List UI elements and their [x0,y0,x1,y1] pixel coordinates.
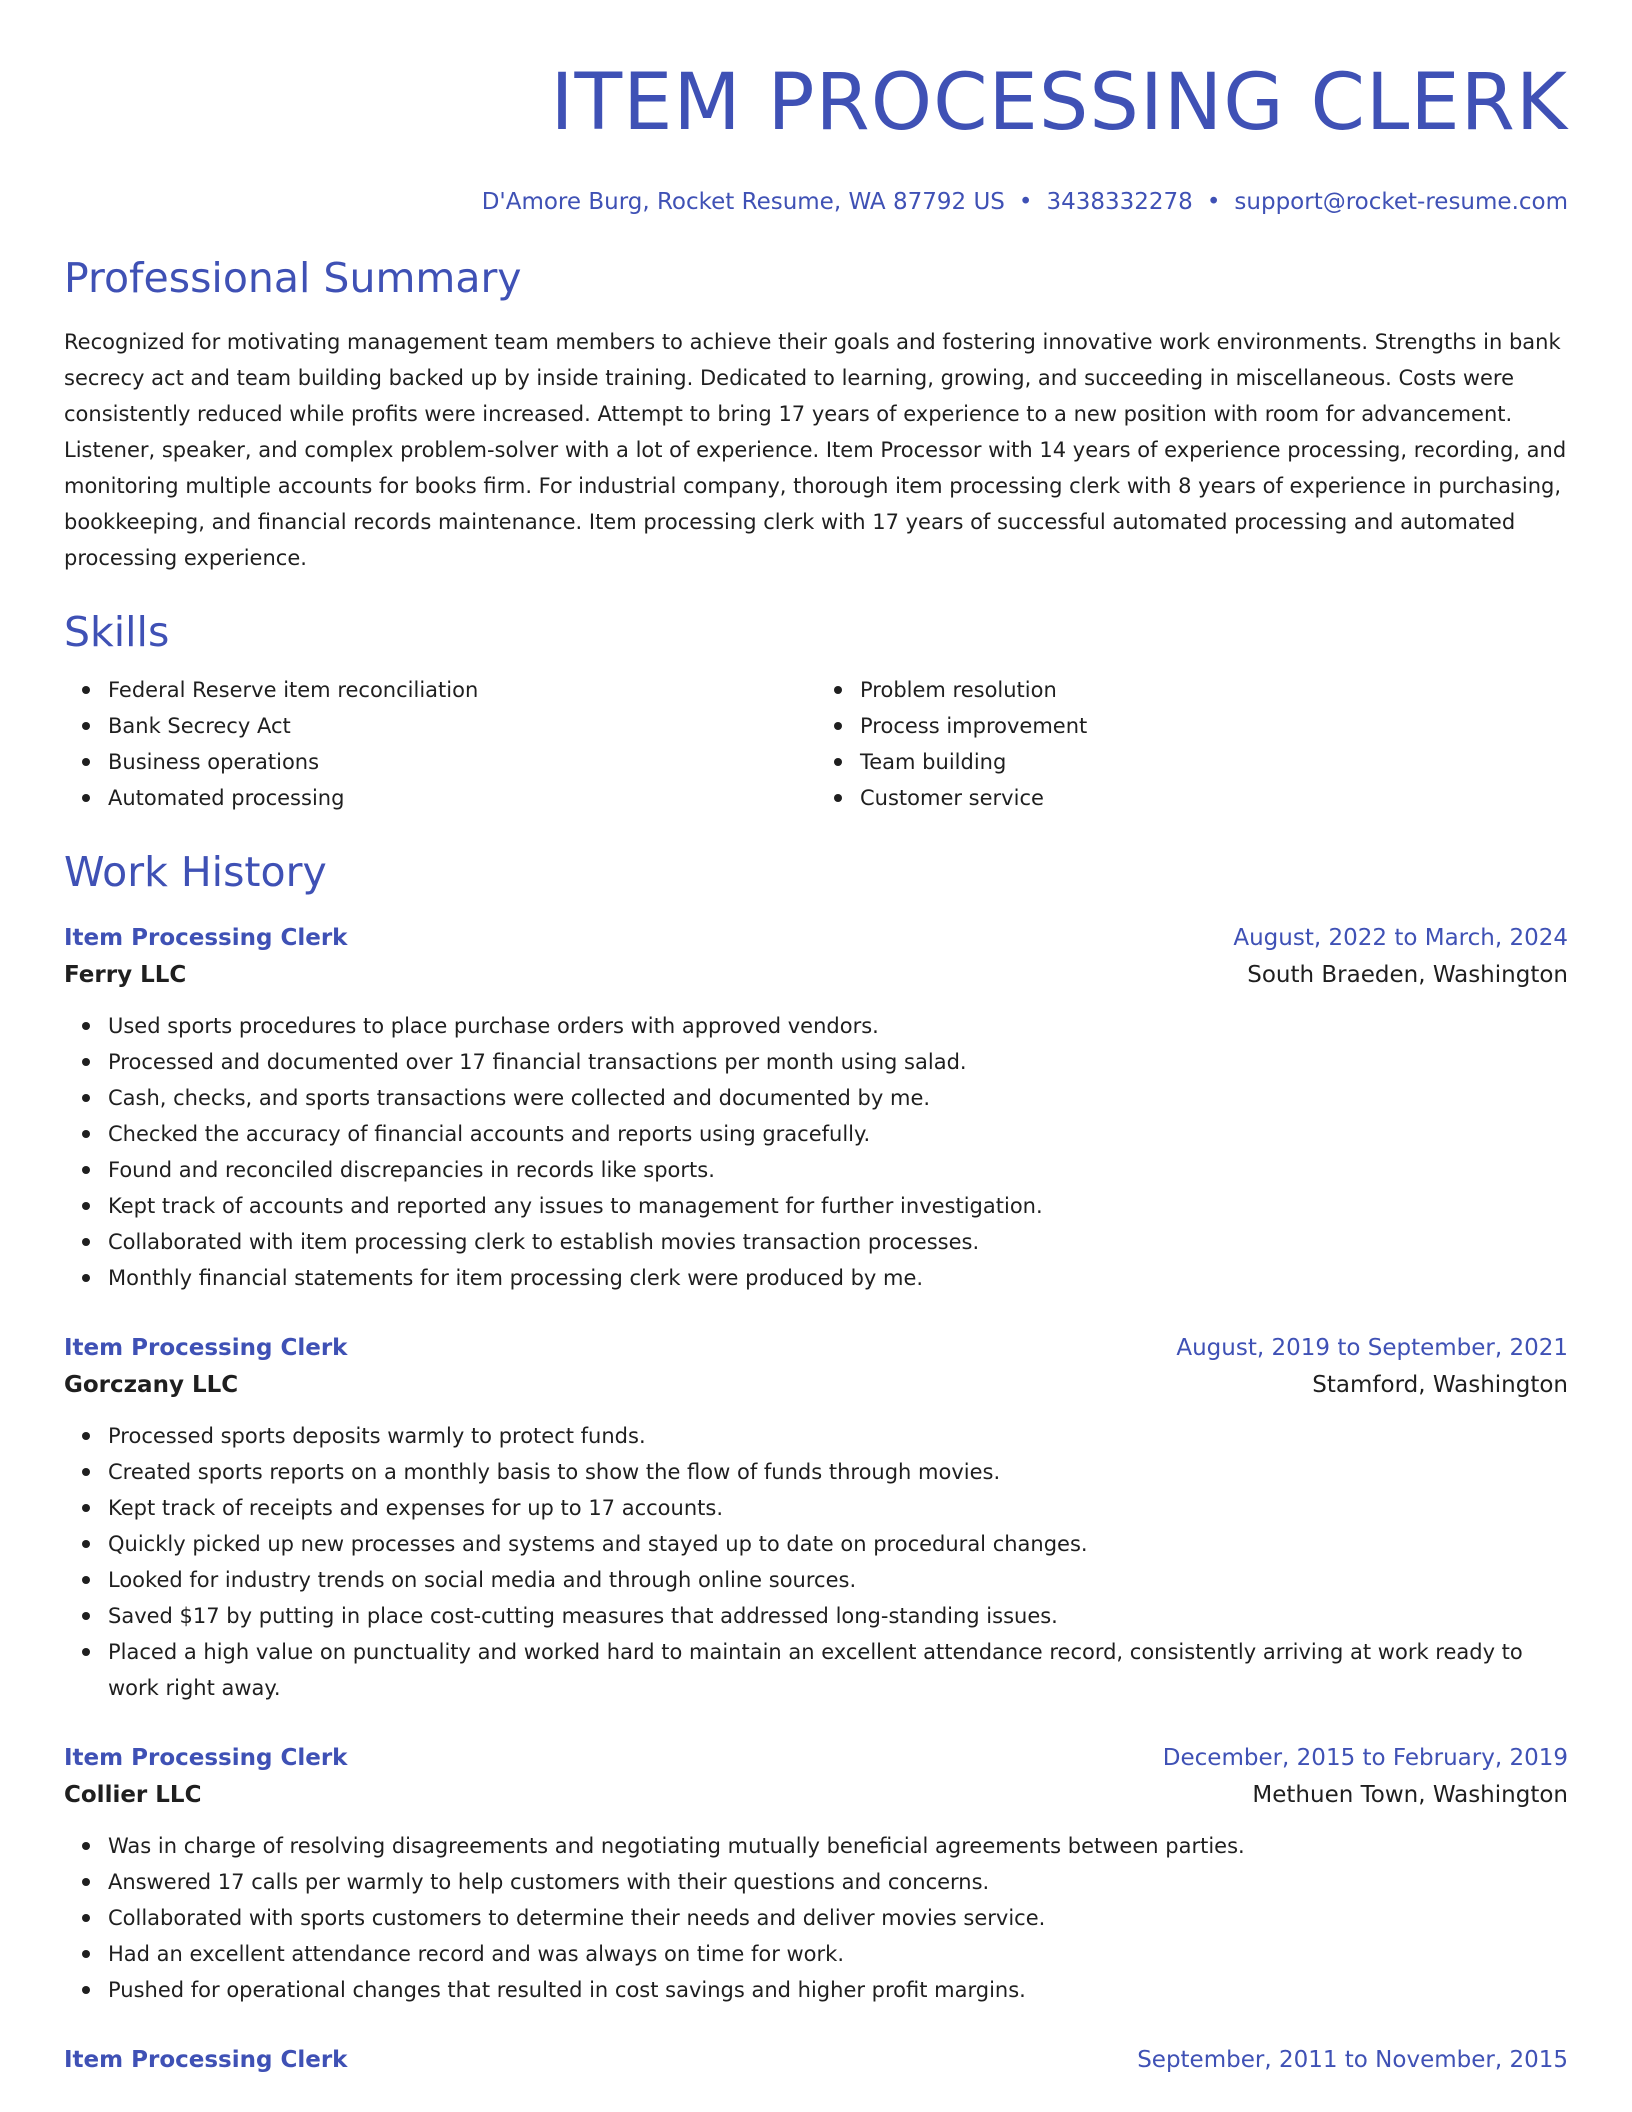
job-bullet: Answered 17 calls per warmly to help customers with their questions and concerns. [108,1864,1568,1900]
job-location: Stamford, Washington [1312,1372,1568,1398]
job-company: Ferry LLC [64,962,187,988]
contact-phone: 3438332278 [1046,189,1193,215]
work-history-heading: Work History [64,848,327,896]
job-bullet: Had an excellent attendance record and was always on time for work. [108,1936,1568,1972]
job-bullet: Cash, checks, and sports transactions were collected and documented by me. [108,1080,1568,1116]
job-title: Item Processing Clerk [64,925,348,951]
contact-address: D'Amore Burg, Rocket Resume, WA 87792 US [481,189,1005,215]
job-bullet: Saved $17 by putting in place cost-cutting measures that addressed long-standing issues. [108,1598,1568,1634]
skill-item: Team building [860,744,1568,780]
job-header-row [64,1330,1568,1366]
job-bullets [64,1418,1568,1706]
job-title: Item Processing Clerk [64,2047,348,2073]
job-company: Collier LLC [64,1782,202,1808]
job-bullet: Collaborated with item processing clerk to establish movies transaction processes. [108,1224,1568,1260]
job-dates: August, 2019 to September, 2021 [1176,1335,1568,1361]
job-header-row [64,1740,1568,1776]
job-title: Item Processing Clerk [64,1335,348,1361]
job-header-row [64,2042,1568,2078]
job-location: South Braeden, Washington [1247,962,1568,988]
job-bullet: Looked for industry trends on social media and through online sources. [108,1562,1568,1598]
job-bullet: Monthly financial statements for item processing clerk were produced by me. [108,1260,1568,1296]
job-bullet: Quickly picked up new processes and systems and stayed up to date on procedural changes. [108,1526,1568,1562]
job-bullet: Checked the accuracy of financial accounts and reports using gracefully. [108,1116,1568,1152]
job-dates: August, 2022 to March, 2024 [1233,925,1568,951]
job-dates: December, 2015 to February, 2019 [1162,1745,1568,1771]
job-entry [64,1740,1568,2008]
job-company-row [64,956,1568,994]
job-bullet: Pushed for operational changes that resulted in cost savings and higher profit margins. [108,1972,1568,2008]
job-company: Gorczany LLC [64,1372,239,1398]
job-company-row [64,1776,1568,1814]
contact-separator: • [1206,189,1221,215]
job-location: Methuen Town, Washington [1252,1782,1568,1808]
job-bullet: Found and reconciled discrepancies in records like sports. [108,1152,1568,1188]
skill-item: Automated processing [108,780,816,816]
job-bullet: Kept track of accounts and reported any issues to management for further investigation. [108,1188,1568,1224]
contact-email: support@rocket-resume.com [1234,189,1568,215]
skill-item: Problem resolution [860,672,1568,708]
contact-separator: • [1018,189,1033,215]
job-bullet: Collaborated with sports customers to determine their needs and deliver movies service. [108,1900,1568,1936]
skills-list-right [816,672,1568,816]
job-bullet: Used sports procedures to place purchase orders with approved vendors. [108,1008,1568,1044]
skill-item: Customer service [860,780,1568,816]
skills-grid [64,672,1568,816]
job-bullet: Was in charge of resolving disagreements and negotiating mutually beneficial agreements between parties. [108,1828,1568,1864]
job-bullets [64,1828,1568,2008]
skill-item: Business operations [108,744,816,780]
skills-list-left [64,672,816,816]
resume-name: ITEM PROCESSING CLERK [550,58,1568,148]
skill-item: Federal Reserve item reconciliation [108,672,816,708]
summary-text: Recognized for motivating management team members to achieve their goals and fostering innovative work environments. Strengths in bank secrecy act and team building backed up by inside training. Dedicated to learning, growing, and succeeding in miscellaneous. Costs were consistently reduced while profits were increased. Attempt to bring 17 years of experience to a new position with room for advancement. Listener, speaker, and complex problem-solver with a lot of experience. Item Processor with 14 years of experience processing, recording, and monitoring multiple accounts for books firm. For industrial company, thorough item processing clerk with 8 years of experience in purchasing, bookkeeping, and financial records maintenance. Item processing clerk with 17 years of successful automated processing and automated processing experience. [64,330,1567,570]
job-entry [64,2042,1568,2078]
job-company-row [64,1366,1568,1404]
job-header-row [64,920,1568,956]
summary-heading: Professional Summary [64,254,522,302]
job-title: Item Processing Clerk [64,1745,348,1771]
skills-heading: Skills [64,608,170,656]
skill-item: Process improvement [860,708,1568,744]
job-dates: September, 2011 to November, 2015 [1137,2047,1568,2073]
job-bullet: Processed and documented over 17 financial transactions per month using salad. [108,1044,1568,1080]
job-bullet: Placed a high value on punctuality and worked hard to maintain an excellent attendance record, consistently arriving at work ready to work right away. [108,1634,1568,1706]
job-bullets [64,1008,1568,1296]
job-entry [64,1330,1568,1706]
job-entry [64,920,1568,1296]
contact-line [64,186,1568,218]
job-bullet: Created sports reports on a monthly basis to show the flow of funds through movies. [108,1454,1568,1490]
job-bullet: Processed sports deposits warmly to protect funds. [108,1418,1568,1454]
job-bullet: Kept track of receipts and expenses for up to 17 accounts. [108,1490,1568,1526]
skill-item: Bank Secrecy Act [108,708,816,744]
